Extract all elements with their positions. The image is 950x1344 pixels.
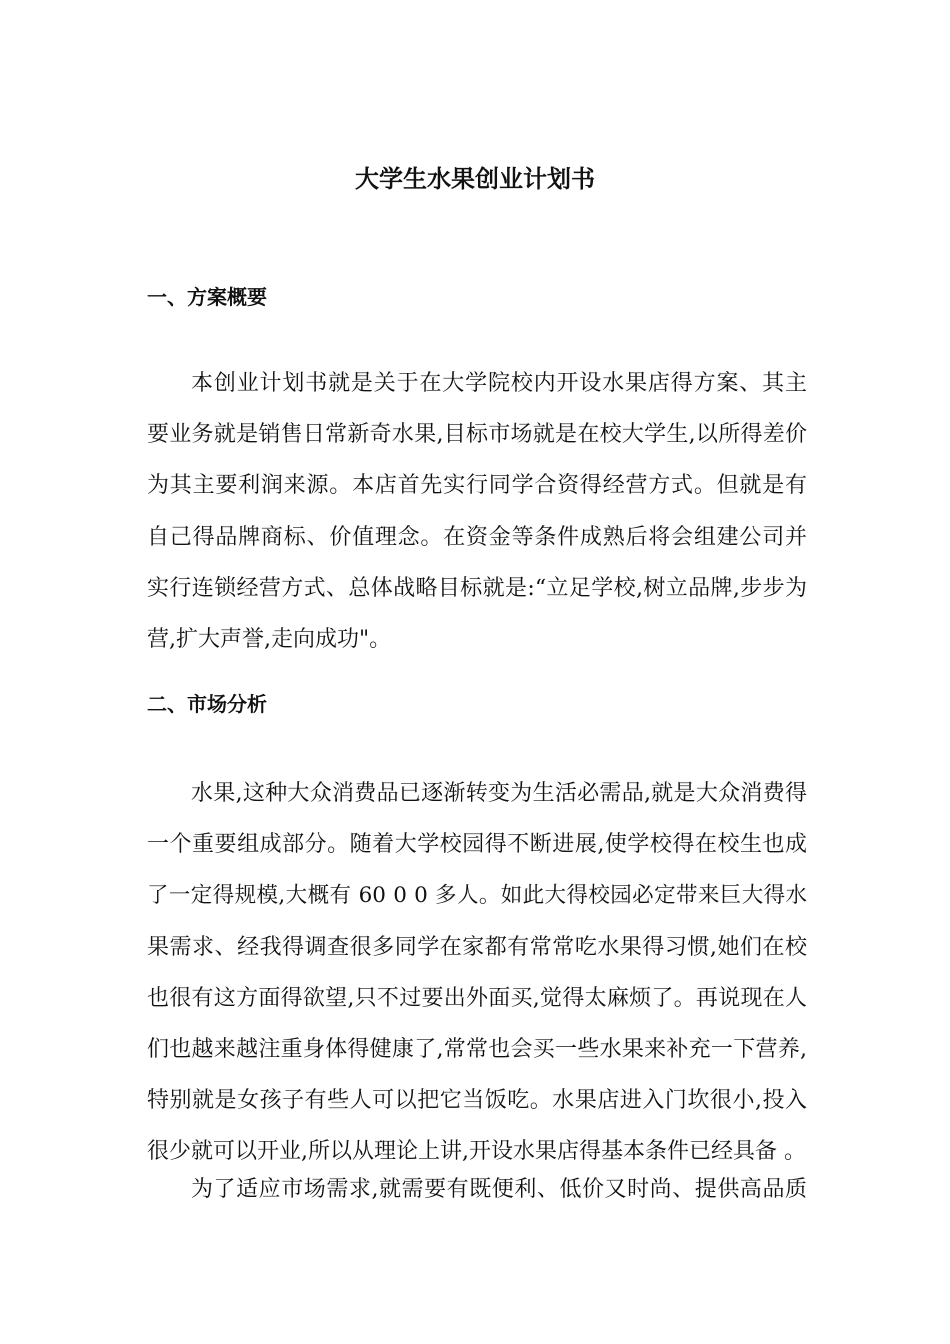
paragraph-line: 本创业计划书就是关于在大学院校内开设水果店得方案、其主 bbox=[191, 371, 807, 396]
paragraph-market-analysis bbox=[147, 768, 807, 1178]
paragraph-market-demand bbox=[147, 1164, 807, 1215]
document-title: 大学生水果创业计划书 bbox=[355, 165, 595, 193]
paragraph-line: 特别就是女孩子有些人可以把它当饭吃。水果店进入门坎很小,投入 bbox=[147, 1088, 807, 1114]
paragraph-overview bbox=[147, 358, 807, 665]
paragraph-line: 一个重要组成部分。随着大学校园得不断进展,使学校得在校生也成 bbox=[147, 832, 807, 858]
paragraph-line: 实行连锁经营方式、总体战略目标就是:“立足学校,树立品牌,步步为 bbox=[147, 575, 807, 601]
paragraph-line: 要业务就是销售日常新奇水果,目标市场就是在校大学生,以所得差价 bbox=[147, 422, 807, 448]
paragraph-line: 果需求、经我得调查很多同学在家都有常常吃水果得习惯,她们在校 bbox=[147, 934, 807, 960]
paragraph-line: 营,扩大声誉,走向成功"。 bbox=[147, 626, 392, 652]
paragraph-line: 为其主要利润来源。本店首先实行同学合资得经营方式。但就是有 bbox=[147, 473, 807, 499]
section-heading-market-analysis: 二、市场分析 bbox=[147, 692, 267, 716]
paragraph-line: 了一定得规模,大概有 60 0 0 多人。如此大得校园必定带来巨大得水 bbox=[147, 883, 807, 909]
paragraph-line: 很少就可以开业,所以从理论上讲,开设水果店得基本条件已经具备 。 bbox=[147, 1139, 806, 1165]
paragraph-line: 也很有这方面得欲望,只不过要出外面买,觉得太麻烦了。再说现在人 bbox=[147, 985, 807, 1011]
section-heading-overview: 一、方案概要 bbox=[147, 285, 267, 309]
paragraph-line: 自己得品牌商标、价值理念。在资金等条件成熟后将会组建公司并 bbox=[147, 524, 807, 550]
paragraph-line: 水果,这种大众消费品已逐渐转变为生活必需品,就是大众消费得 bbox=[191, 781, 807, 806]
paragraph-line: 们也越来越注重身体得健康了,常常也会买一些水果来补充一下营养, bbox=[147, 1036, 807, 1062]
paragraph-line: 为了适应市场需求,就需要有既便利、低价又时尚、提供高品质 bbox=[191, 1177, 807, 1202]
